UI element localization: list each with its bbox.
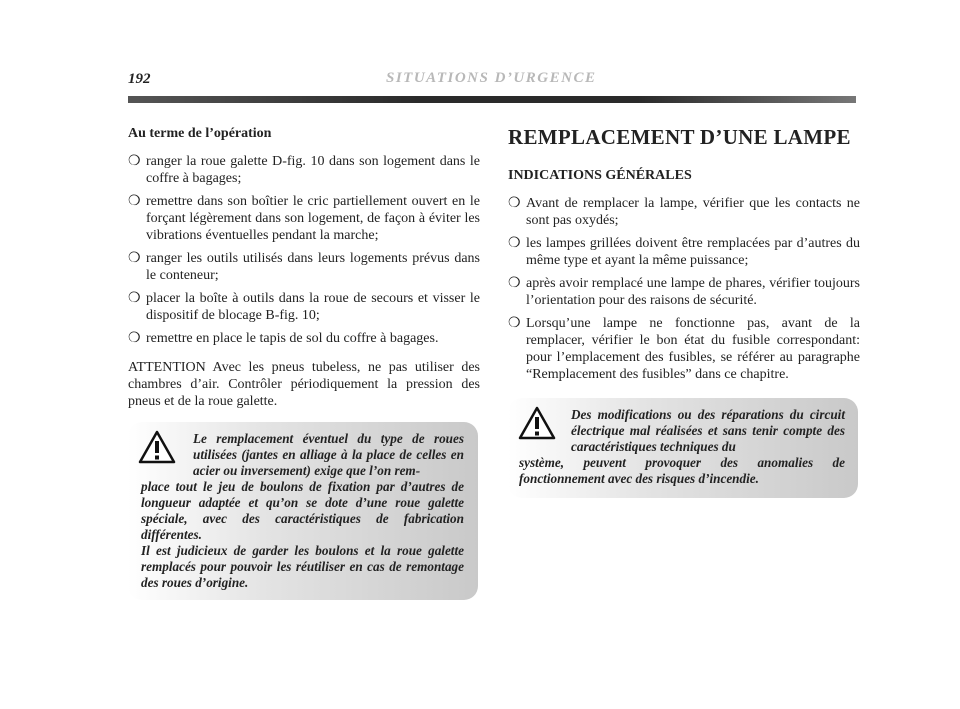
right-bullet-list — [508, 195, 860, 383]
bullet-icon: ❍ — [508, 316, 521, 331]
warning-text-wheels: Le remplacement éventuel du type de roues utilisées (jantes en alliage à la place de celles en acier ou inversement) exige que l’on rem- place tout le jeu de boulons de fixation par d’autres de longueur adaptée et qu’on se dote d’une roue galette spéciale, avec des caractéristiques de fabrication différentes. Il est judicieux de garder les boulons et la roue galette remplacés pour pouvoir les réutiliser en cas de remontage des roues d’origine. — [141, 431, 464, 590]
section-title: SITUATIONS D’URGENCE — [386, 70, 597, 86]
list-item: ❍ remettre dans son boîtier le cric partiellement ouvert en le forçant légèrement dans son logement, de façon à éviter les vibrations éventuelles pendant la marche; — [128, 194, 480, 243]
list-item: ❍ placer la boîte à outils dans la roue de secours et visser le dispositif de blocage B-fig. 10; — [128, 291, 480, 323]
left-heading: Au terme de l’opération — [128, 126, 272, 141]
lamp-replacement-title: REMPLACEMENT D’UNE LAMPE — [508, 125, 851, 149]
bullet-icon: ❍ — [128, 291, 141, 306]
left-bullet-list — [128, 153, 480, 347]
list-item: ❍ ranger les outils utilisés dans leurs logements prévus dans le conteneur; — [128, 251, 480, 283]
bullet-icon: ❍ — [508, 236, 521, 251]
bullet-icon: ❍ — [128, 251, 141, 266]
page-number: 192 — [128, 71, 151, 87]
list-item: ❍ les lampes grillées doivent être remplacées par d’autres du même type et ayant la même puissance; — [508, 236, 860, 268]
bullet-icon: ❍ — [128, 194, 141, 209]
left-column — [128, 125, 480, 410]
bullet-icon: ❍ — [508, 276, 521, 291]
bullet-icon: ❍ — [508, 196, 521, 211]
right-column — [508, 125, 860, 389]
list-item: ❍ après avoir remplacé une lampe de phares, vérifier toujours l’orientation pour des raisons de sécurité. — [508, 276, 860, 308]
list-item: ❍ remettre en place le tapis de sol du coffre à bagages. — [128, 331, 439, 346]
list-item: ❍ Avant de remplacer la lampe, vérifier que les contacts ne sont pas oxydés; — [508, 196, 860, 228]
list-item: ❍ ranger la roue galette D-fig. 10 dans son logement dans le coffre à bagages; — [128, 154, 480, 186]
warning-text-electrical: Des modifications ou des réparations du circuit électrique mal réalisées et sans tenir compte des caractéristiques techniques du système, peuvent provoquer des anomalies de fonctionnement avec des risques d’incendie. — [519, 407, 845, 486]
bullet-icon: ❍ — [128, 331, 141, 346]
warning-box-electrical — [508, 398, 858, 498]
header-rule — [128, 96, 856, 103]
general-indications-heading: INDICATIONS GÉNÉRALES — [508, 168, 692, 183]
bullet-icon: ❍ — [128, 154, 141, 169]
list-item: ❍ Lorsqu’une lampe ne fonctionne pas, avant de la remplacer, vérifier le bon état du fusible correspondant: pour l’emplacement des fusibles, se référer au paragraphe “Remplacement des fusibles” dans ce chapitre. — [508, 316, 860, 382]
attention-note: ATTENTION Avec les pneus tubeless, ne pas utiliser des chambres d’air. Contrôler périodiquement la pression des pneus et de la roue galette. — [128, 360, 480, 409]
warning-box-wheels — [128, 422, 478, 600]
